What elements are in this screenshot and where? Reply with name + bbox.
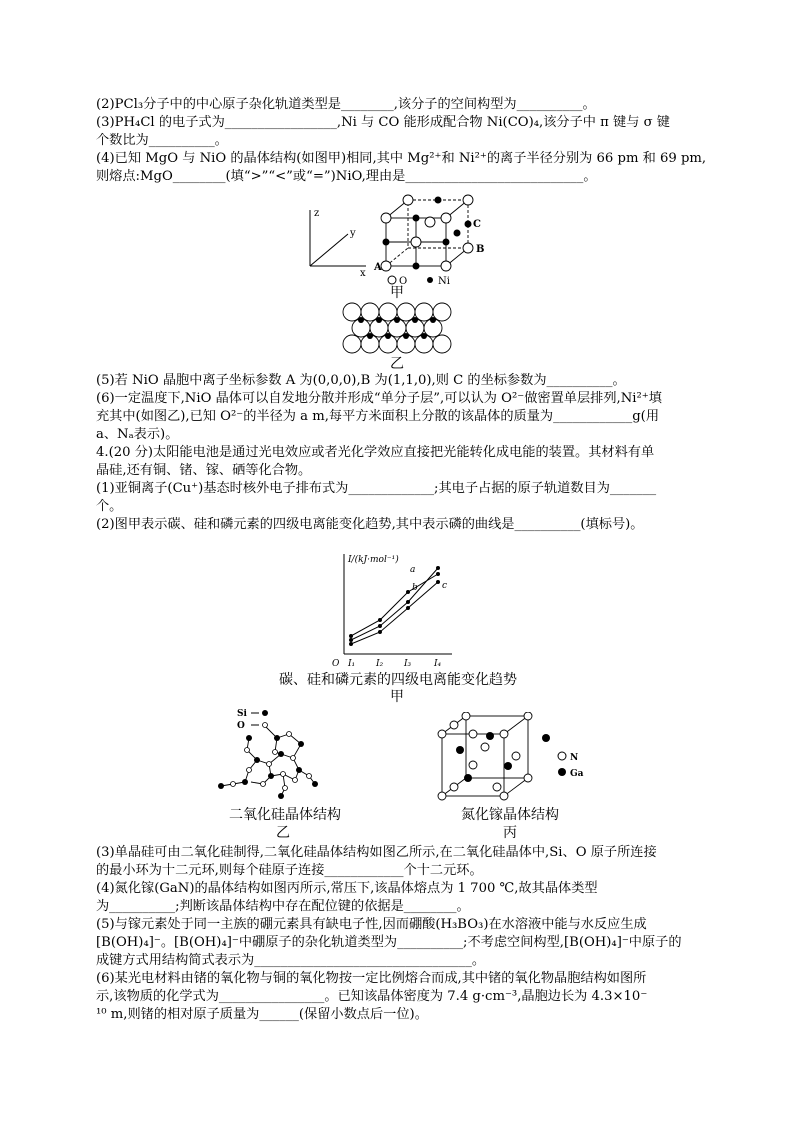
chart-title: 碳、硅和磷元素的四级电离能变化趋势 bbox=[279, 672, 517, 688]
text-line: (6)一定温度下,NiO 晶体可以自发地分散并形成“单分子层”,可以认为 O²⁻做密置单层排列,Ni²⁺填 bbox=[96, 391, 662, 406]
y-axis-label: I/(kJ·mol⁻¹) bbox=[348, 555, 399, 565]
text-line: 则熔点:MgO________(填“>”“<”或“=”)NiO,理由是___________________________。 bbox=[96, 169, 597, 184]
figure-caption: 甲 bbox=[390, 689, 404, 705]
text-line: 晶硅,还有铜、锗、镓、硒等化合物。 bbox=[96, 463, 312, 478]
text-line: 的最小环为十二元环,则每个硅原子连接____________个十二元环。 bbox=[96, 863, 483, 878]
legend-ga: Ga bbox=[570, 769, 584, 779]
legend-ni-marker bbox=[427, 277, 433, 283]
text-line: 个。 bbox=[96, 499, 123, 514]
text-line: (2)PCl₃分子中的中心原子杂化轨道类型是________,该分子的空间构型为__________。 bbox=[96, 97, 596, 112]
text-line: 个数比为__________。 bbox=[96, 133, 228, 148]
figure-caption: 甲 bbox=[390, 285, 404, 301]
text-line: (4)氮化镓(GaN)的晶体结构如图丙所示,常压下,该晶体熔点为 1 700 ℃,故其晶体类型 bbox=[96, 881, 598, 896]
legend-si: Si bbox=[237, 709, 247, 719]
legend-ga-marker bbox=[558, 768, 566, 776]
text-line: 4.(20 分)太阳能电池是通过光电效应或者光化学效应直接把光能转化成电能的装置。其材料有单 bbox=[96, 445, 655, 460]
label-b: B bbox=[476, 244, 485, 255]
figure-title: 氮化镓晶体结构 bbox=[461, 807, 559, 823]
legend-o-marker bbox=[388, 276, 396, 284]
text-line: (6)某光电材料由锗的氧化物与铜的氧化物按一定比例熔合而成,其中锗的氧化物晶胞结构如图所 bbox=[96, 971, 647, 986]
figure-caption: 乙 bbox=[390, 356, 404, 372]
text-line: (3)单晶硅可由二氧化硅制得,二氧化硅晶体结构如图乙所示,在二氧化硅晶体中,Si、O 原子所连接 bbox=[96, 845, 657, 860]
text-line: (4)已知 MgO 与 NiO 的晶体结构(如图甲)相同,其中 Mg²⁺和 Ni²⁺的离子半径分别为 66 pm 和 69 pm, bbox=[96, 151, 707, 166]
ionization-energy-chart bbox=[330, 548, 460, 670]
axis-z-label: z bbox=[314, 208, 320, 219]
label-a: A bbox=[374, 262, 382, 273]
tick-label: I₂ bbox=[376, 659, 384, 669]
legend-o: O bbox=[237, 721, 245, 731]
text-line: 示,该物质的化学式为________________。已知该晶体密度为 7.4 g·cm⁻³,晶胞边长为 4.3×10⁻ bbox=[96, 989, 648, 1004]
text-line: 为__________;判断该晶体结构中存在配位键的依据是________。 bbox=[96, 899, 470, 914]
figure-caption: 丙 bbox=[503, 825, 517, 841]
text-line: [B(OH)₄]⁻。[B(OH)₄]⁻中硼原子的杂化轨道类型为__________;不考虑空间构型,[B(OH)₄]⁻中原子的 bbox=[96, 935, 682, 950]
text-line: (3)PH₄Cl 的电子式为_________________,Ni 与 CO 能形成配合物 Ni(CO)₄,该分子中 π 键与 σ 键 bbox=[96, 115, 670, 130]
monolayer-figure bbox=[340, 300, 452, 356]
axis-x-label: x bbox=[360, 268, 366, 279]
sio2-structure-figure bbox=[205, 704, 325, 802]
text-line: 充其中(如图乙),已知 O²⁻的半径为 a m,每平方米面积上分散的该晶体的质量为____________g(用 bbox=[96, 409, 660, 424]
figure-title: 二氧化硅晶体结构 bbox=[229, 807, 341, 823]
tick-label: I₄ bbox=[434, 659, 442, 669]
nio-crystal-figure bbox=[300, 188, 500, 286]
label-c: C bbox=[473, 219, 481, 230]
gan-structure-figure bbox=[432, 712, 592, 804]
text-line: 成键方式用结构简式表示为_________________________________。 bbox=[96, 953, 486, 968]
legend-o: O bbox=[399, 276, 408, 286]
legend-n: N bbox=[570, 753, 579, 763]
legend-n-marker bbox=[558, 752, 566, 760]
series-b-label: b bbox=[412, 583, 418, 593]
text-line: ¹⁰ m,则锗的相对原子质量为______(保留小数点后一位)。 bbox=[96, 1007, 428, 1022]
origin-label: O bbox=[332, 659, 340, 669]
figure-caption: 乙 bbox=[276, 825, 290, 841]
text-line: (2)图甲表示碳、硅和磷元素的四级电离能变化趋势,其中表示磷的曲线是__________(填标号)。 bbox=[96, 517, 644, 532]
tick-label: I₃ bbox=[404, 659, 412, 669]
tick-label: I₁ bbox=[348, 659, 356, 669]
series-a-label: a bbox=[410, 565, 416, 575]
series-c-label: c bbox=[442, 581, 448, 591]
text-line: a、Nₐ表示)。 bbox=[96, 427, 179, 442]
legend-ni: Ni bbox=[438, 276, 450, 286]
text-line: (1)亚铜离子(Cu⁺)基态时核外电子排布式为_____________;其电子占据的原子轨道数目为_______ bbox=[96, 481, 657, 496]
axis-y-label: y bbox=[350, 228, 356, 239]
text-line: (5)若 NiO 晶胞中离子坐标参数 A 为(0,0,0),B 为(1,1,0),则 C 的坐标参数为__________。 bbox=[96, 373, 626, 388]
text-line: (5)与镓元素处于同一主族的硼元素具有缺电子性,因而硼酸(H₃BO₃)在水溶液中能与水反应生成 bbox=[96, 917, 647, 932]
